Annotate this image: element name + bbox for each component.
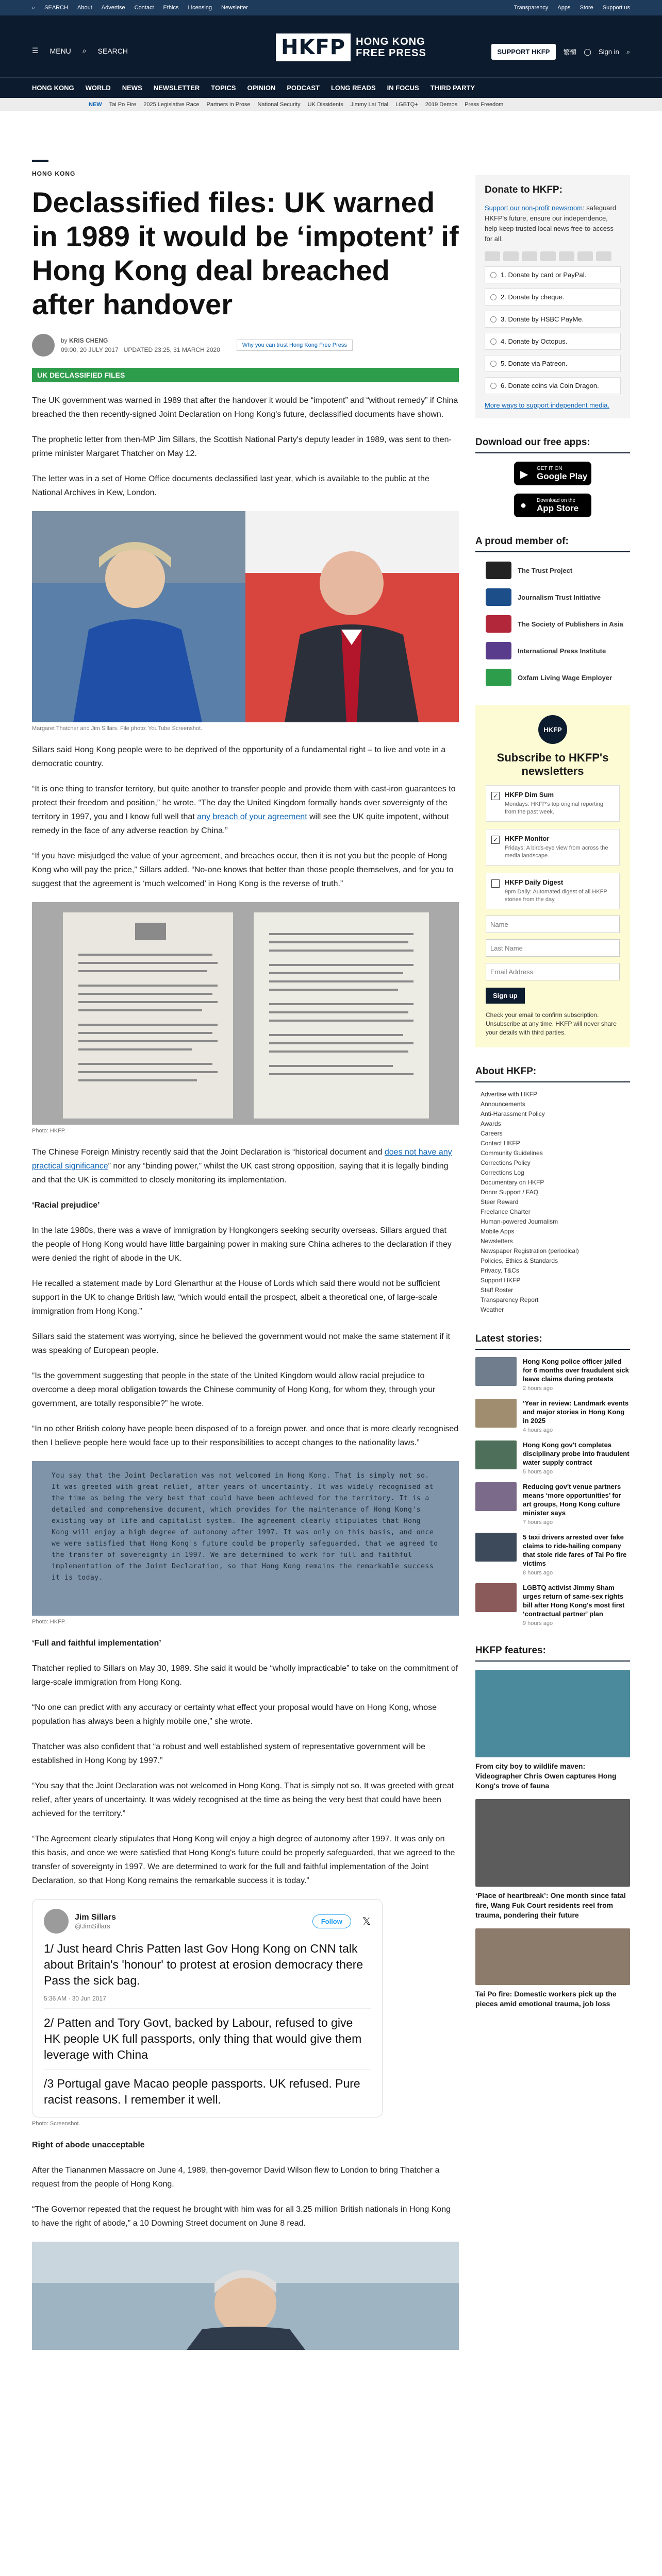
about-link[interactable]: Policies, Ethics & Standards: [481, 1257, 558, 1264]
photo-illustration: [32, 2242, 459, 2350]
trust-project-icon: [486, 562, 511, 579]
newsletter-desc: Fridays: A birds-eye view from across the media landscape.: [505, 845, 608, 859]
member-name: The Trust Project: [518, 566, 573, 574]
latest-story[interactable]: [475, 1357, 630, 1392]
ipi-icon: [486, 642, 511, 659]
paragraph: Thatcher replied to Sillars on May 30, 1989. She said it would be “wholly impracticable” to take on the commitment of large-scale immigration from Hong Kong.: [32, 1664, 458, 1687]
amex-icon: [522, 251, 537, 261]
member-logo[interactable]: [475, 615, 630, 633]
utility-link[interactable]: Newsletter: [221, 5, 248, 11]
about-link[interactable]: Support HKFP: [481, 1277, 521, 1284]
main-nav: [0, 77, 662, 98]
paragraph: Sillars said the statement was worrying, since he believed the government would not make the same statement if it was speaking of European people.: [32, 1332, 451, 1355]
search-button[interactable]: SEARCH: [97, 46, 128, 55]
newsletter-name: HKFP Daily Digest: [505, 878, 564, 886]
embedded-tweet[interactable]: [32, 1899, 383, 2117]
member-logo[interactable]: [475, 562, 630, 579]
story-title: Hong Kong police officer jailed for 6 months over fraudulent sick leave claims during protests: [523, 1358, 629, 1383]
tweet-avatar[interactable]: [44, 1909, 69, 1934]
about-title: About HKFP:: [475, 1066, 630, 1082]
signin-link[interactable]: Sign in: [598, 48, 619, 56]
unionpay-icon: [596, 251, 611, 261]
article-kicker[interactable]: HONG KONG: [32, 170, 76, 177]
about-link[interactable]: Contact HKFP: [481, 1140, 520, 1147]
story-thumbnail: [475, 1482, 517, 1511]
member-logo[interactable]: [475, 588, 630, 606]
tweet-header: [44, 1909, 371, 1934]
latest-story[interactable]: [475, 1482, 630, 1526]
trending-item[interactable]: 2025 Legislative Race: [143, 101, 200, 108]
paragraph: He recalled a statement made by Lord Glenarthur at the House of Lords which said there would not be sufficient support in the UK to change British law, “which would entail the prospect, albeit a theoretical one, of large-scale immigration from Hong Kong.”: [32, 1279, 440, 1316]
member-logo[interactable]: [475, 642, 630, 659]
checkbox[interactable]: ✓: [491, 792, 500, 800]
story-title: Hong Kong gov't completes disciplinary probe into fraudulent water supply contract: [523, 1441, 630, 1466]
paragraph: The UK government was warned in 1989 that after the handover it would be “impotent” and “without remedy” if China breached the then recently-signed Joint Declaration on Hong Kong's future, declassified documents have shown.: [32, 396, 458, 419]
utility-link[interactable]: Store: [580, 5, 593, 11]
author-name[interactable]: KRIS CHENG: [69, 337, 108, 344]
donate-lead-link[interactable]: Support our non-profit newsroom: [485, 204, 583, 212]
thatcher-sillars-photo: [32, 511, 459, 722]
story-time: 9 hours ago: [523, 1620, 553, 1626]
wilson-photo: [32, 2242, 459, 2350]
about-link[interactable]: Transparency Report: [481, 1296, 539, 1303]
radio-icon: [490, 294, 496, 300]
trending-item[interactable]: Partners in Prose: [206, 101, 251, 108]
member-name: Journalism Trust Initiative: [518, 593, 601, 601]
article: [32, 124, 459, 2350]
tweet-text: 1/ Just heard Chris Patten last Gov Hong Kong on CNN talk about Britain's 'honour' to protest at erosion democracy there Pass the sick bag.: [44, 1942, 363, 1987]
payment-methods: [485, 251, 621, 261]
paragraph: “If you have misjudged the value of your agreement, and breaches occur, then it is not you but the people of Hong Kong who will pay the price,” Sillars added. “No-one knows that better than those people themselves, and for you to suggest that the agreement is ‘much welcomed’ in Hong Kong is the reverse of truth.”: [32, 852, 454, 888]
latest-story[interactable]: [475, 1583, 630, 1626]
utility-link[interactable]: Support us: [602, 5, 630, 11]
utility-search[interactable]: SEARCH: [44, 5, 69, 11]
feature-story[interactable]: [475, 1928, 630, 2009]
feature-image: [475, 1799, 630, 1887]
newsletter-title: Subscribe to HKFP's newsletters: [496, 751, 609, 777]
trending-item[interactable]: LGBTQ+: [395, 101, 418, 108]
inline-link[interactable]: any breach of your agreement: [197, 812, 307, 821]
googlepay-icon: [577, 251, 593, 261]
logo-words: [356, 36, 426, 59]
latest-story[interactable]: [475, 1533, 630, 1576]
story-time: 8 hours ago: [523, 1570, 553, 1576]
text-run: : safeguard HKFP's future, ensure our independence, help keep trusted local news free-to-access for all.: [485, 204, 617, 243]
member-name: Oxfam Living Wage Employer: [518, 673, 613, 682]
about-link[interactable]: Announcements: [481, 1100, 525, 1108]
store-big: App Store: [537, 503, 579, 513]
about-link[interactable]: Staff Roster: [481, 1286, 514, 1294]
newsletter-option[interactable]: [486, 785, 620, 822]
story-time: 5 hours ago: [523, 1469, 553, 1475]
oxfam-icon: [486, 669, 511, 686]
language-toggle[interactable]: 繁體: [563, 48, 577, 56]
donate-title: Donate to HKFP:: [485, 184, 562, 195]
story-thumbnail: [475, 1357, 517, 1386]
article-title: Declassified files: UK warned in 1989 it would be ‘impotent’ if Hong Kong deal breached after handover: [32, 186, 459, 320]
donate-option[interactable]: [485, 266, 621, 283]
story-time: 4 hours ago: [523, 1427, 553, 1433]
paragraph: The letter was in a set of Home Office documents declassified last year, which is available to the public at the National Archives in Kew, London.: [32, 474, 429, 497]
tweet-author-handle[interactable]: @JimSillars: [75, 1922, 110, 1930]
paragraph: The prophetic letter from then-MP Jim Sillars, the Scottish National Party's deputy leader in 1989, was sent to then-prime minister Margaret Thatcher on May 12.: [32, 435, 452, 458]
kicker-rule: [32, 160, 48, 162]
about-link[interactable]: Steer Reward: [481, 1198, 519, 1206]
paragraph: After the Tiananmen Massacre on June 4, 1989, then-governor David Wilson flew to London to bring Thatcher a request from the people of Hong Kong.: [32, 2166, 440, 2189]
sidebar: [475, 175, 630, 2009]
member-logo[interactable]: [475, 669, 630, 686]
follow-button[interactable]: Follow: [312, 1914, 351, 1928]
about-link[interactable]: Freelance Charter: [481, 1208, 531, 1215]
donate-lead: [485, 203, 621, 244]
radio-icon: [490, 272, 496, 278]
tweet-text: 2/ Patten and Tory Govt, backed by Labour, refused to give HK people UK full passports, only thing that would give them leverage with China: [44, 2008, 371, 2063]
checkbox[interactable]: ✓: [491, 836, 500, 844]
donate-option[interactable]: [485, 377, 621, 394]
text-run: “It is one thing to transfer territory, but quite another to transfer people and provide them with cast-iron guarantees to protect their freedom and position,” he wrote. “The day the United Kingdom formally hands over sovereignty of the territory in 1997, you and I know full well that: [32, 785, 456, 821]
subheading: ‘Full and faithful implementation’: [32, 1639, 161, 1648]
utility-link[interactable]: Licensing: [188, 5, 212, 11]
name-field[interactable]: [486, 916, 620, 933]
feature-image: [475, 1928, 630, 1985]
mastercard-icon: [503, 251, 519, 261]
feature-title: From city boy to wildlife maven: Videographer Chris Owen captures Hong Kong's trove of fauna: [475, 1762, 617, 1790]
text-run: will see the UK quite impotent, without remedy in the face of any adverse reaction by China.”: [32, 812, 449, 835]
newsletter-name: HKFP Dim Sum: [505, 791, 554, 799]
feature-story[interactable]: [475, 1799, 630, 1920]
nav-item[interactable]: TOPICS: [211, 84, 236, 92]
store-small: GET IT ON: [537, 465, 562, 471]
apps-title: Download our free apps:: [475, 437, 630, 453]
text-run: The Chinese Foreign Ministry recently said that the Joint Declaration is “historical document and: [32, 1148, 385, 1157]
donate-box: [475, 175, 630, 418]
email-field[interactable]: [486, 963, 620, 980]
paypal-icon: [540, 251, 556, 261]
applepay-icon: [559, 251, 574, 261]
search-icon[interactable]: ⌕: [82, 46, 87, 55]
app-store-button[interactable]: [514, 494, 591, 517]
photo-caption: Photo: Screenshot.: [32, 2121, 80, 2127]
paragraph: “In no other British colony have people been disposed of to a foreign power, and once that is more clearly recognised then I believe people here would face up to their responsibilities to accept changes to the nationality laws.”: [32, 1425, 459, 1447]
about-link[interactable]: Advertise with HKFP: [481, 1091, 538, 1098]
newsletter-box: [475, 705, 630, 1047]
logo-mark: HKFP: [276, 33, 351, 61]
menu-icon[interactable]: ☰: [32, 46, 39, 55]
story-thumbnail: [475, 1583, 517, 1612]
latest-title: Latest stories:: [475, 1333, 630, 1350]
checkbox[interactable]: [491, 879, 500, 888]
trending-item[interactable]: National Security: [257, 101, 301, 108]
author-avatar: [32, 334, 55, 357]
last-name-field[interactable]: [486, 939, 620, 957]
about-link[interactable]: Community Guidelines: [481, 1149, 543, 1157]
feature-image: [475, 1670, 630, 1757]
signup-button[interactable]: Sign up: [486, 988, 525, 1004]
trending-bar: [0, 98, 662, 111]
typed-letter-photo: [32, 1461, 459, 1616]
photo-illustration: [32, 511, 459, 722]
features-title: HKFP features:: [475, 1645, 630, 1662]
tweet-time[interactable]: 5:36 AM · 30 Jun 2017: [44, 1995, 106, 2002]
paragraph: [32, 1145, 459, 1187]
story-thumbnail: [475, 1399, 517, 1428]
about-link[interactable]: Human-powered Journalism: [481, 1218, 558, 1225]
store-small: Download on the: [537, 497, 576, 503]
subheading: ‘Racial prejudice’: [32, 1201, 100, 1210]
about-link[interactable]: Anti-Harassment Policy: [481, 1110, 545, 1117]
donate-option-label: 1. Donate by card or PayPal.: [501, 271, 587, 279]
latest-story[interactable]: [475, 1440, 630, 1475]
member-name: The Society of Publishers in Asia: [518, 620, 623, 628]
search-icon[interactable]: ⌕: [32, 4, 36, 11]
text-run: ” nor any “binding power,” whilst the UK cast strong opposition, saying that it is legally binding and that the UK is committed to closely monitoring its implementation.: [32, 1162, 449, 1184]
nav-item[interactable]: IN FOCUS: [387, 84, 419, 92]
newsletter-option[interactable]: [486, 873, 620, 909]
paragraph: Thatcher was also confident that “a robust and well established system of representative government will be established in Hong Kong by 1997.”: [32, 1742, 426, 1765]
radio-icon: [490, 383, 496, 389]
about-link[interactable]: Privacy, T&Cs: [481, 1267, 519, 1274]
story-title: 5 taxi drivers arrested over fake claims to ride-hailing company that stole ride fares of Tai Po fire victims: [523, 1533, 627, 1567]
nav-item[interactable]: OPINION: [247, 84, 276, 92]
subheading: Right of abode unacceptable: [32, 2141, 145, 2149]
paragraph: “You say that the Joint Declaration was not welcomed in Hong Kong. That is simply not so. It was greeted with great relief, after years of uncertainty. It was widely recognised at the time as being the very best that could have been achieved for the territory.”: [32, 1782, 454, 1818]
sopa-icon: [486, 615, 511, 633]
newsletter-name: HKFP Monitor: [505, 835, 550, 842]
about-link[interactable]: Mobile Apps: [481, 1228, 515, 1235]
trust-link[interactable]: Why you can trust Hong Kong Free Press: [237, 340, 353, 351]
publish-date: 09:00, 20 JULY 2017: [61, 346, 119, 353]
nav-item[interactable]: WORLD: [85, 84, 111, 92]
tweet-author-name[interactable]: Jim Sillars: [75, 1912, 117, 1922]
about-link[interactable]: Corrections Log: [481, 1169, 524, 1176]
nav-item[interactable]: LONG READS: [330, 84, 376, 92]
donate-option-label: 5. Donate via Patreon.: [501, 360, 568, 367]
series-tag[interactable]: UK DECLASSIFIED FILES: [32, 368, 459, 382]
story-time: 7 hours ago: [523, 1519, 553, 1526]
about-link[interactable]: Newspaper Registration (periodical): [481, 1247, 579, 1255]
donate-option[interactable]: [485, 311, 621, 328]
trending-item[interactable]: Tai Po Fire: [109, 101, 137, 108]
site-logo[interactable]: [276, 33, 426, 61]
nav-item[interactable]: NEWSLETTER: [153, 84, 200, 92]
donate-option[interactable]: [485, 289, 621, 306]
feature-title: Tai Po fire: Domestic workers pick up the pieces amid emotional trauma, job loss: [475, 1990, 617, 2008]
documents-illustration: [32, 902, 459, 1125]
story-title: ‘Year in review: Landmark events and major stories in Hong Kong in 2025: [523, 1399, 629, 1425]
inline-link[interactable]: does not have any practical significance: [32, 1148, 452, 1171]
photo-caption: Photo: HKFP.: [32, 1128, 66, 1134]
store-big: Google Play: [537, 471, 588, 481]
nav-item[interactable]: THIRD PARTY: [430, 84, 475, 92]
about-link[interactable]: Donor Support / FAQ: [481, 1189, 539, 1196]
visa-icon: [485, 251, 500, 261]
utility-link[interactable]: Apps: [557, 5, 571, 11]
donate-option[interactable]: [485, 355, 621, 372]
x-logo-icon[interactable]: 𝕏: [362, 1916, 371, 1927]
nav-item[interactable]: HONG KONG: [32, 84, 74, 92]
radio-icon: [490, 361, 496, 367]
trending-item[interactable]: Jimmy Lai Trial: [350, 101, 389, 108]
about-link[interactable]: Awards: [481, 1120, 501, 1127]
user-icon[interactable]: ◯: [584, 47, 591, 56]
search-icon[interactable]: ⌕: [626, 47, 630, 56]
story-thumbnail: [475, 1533, 517, 1562]
paragraph: “The Governor repeated that the request he brought with him was for all 3.25 million British nationals in Hong Kong to have the right of abode,” a 10 Downing Street document on June 8 read.: [32, 2205, 451, 2228]
story-thumbnail: [475, 1440, 517, 1469]
feature-title: ‘Place of heartbreak’: One month since fatal fire, Wang Fuk Court residents reel from trauma, pondering their future: [475, 1891, 626, 1919]
newsletter-option[interactable]: [486, 829, 620, 866]
paragraph: “No one can predict with any accuracy or certainty what effect your proposal would have on Hong Kong, whose population has always been a highly mobile one,” she wrote.: [32, 1703, 437, 1726]
tweet-text: /3 Portugal gave Macao people passports. UK refused. Pure racist reasons. I remember it well.: [44, 2069, 371, 2108]
jti-icon: [486, 588, 511, 606]
logo-line: FREE PRESS: [356, 47, 426, 59]
about-link[interactable]: Newsletters: [481, 1238, 513, 1245]
support-button[interactable]: SUPPORT HKFP: [491, 44, 556, 60]
utility-link[interactable]: Ethics: [163, 5, 179, 11]
paragraph: “The Agreement clearly stipulates that Hong Kong will enjoy a high degree of autonomy after 1997. It was only on this basis, and once we were satisfied that Hong Kong's future could be properly safeguarded, that we agreed to the transfer of sovereignty in 1997. We are determined to work for the full and faithful implementation of the Joint Declaration, so that Hong Kong remains the remarkable success it is today.”: [32, 1835, 455, 1885]
typed-letter-text: You say that the Joint Declaration was not welcomed in Hong Kong. That is simply not so. It was greeted with great relief, after years of uncertainty. It was widely recognised at the time as being the very best that could have been achieved for the territory. It is a detailed and comprehensive document, which provides for the maintenance of Hong Kong's existing way of life and capitalist system. The agreement clearly stipulates that Hong Kong will enjoy a high degree of autonomy after 1997. It was only on this basis, and once we were satisfied that Hong Kong's future could be properly safeguarded, that we agreed to the transfer of sovereignty in 1997. We are determined to work for full and faithful implementation of the Joint Declaration, so that Hong Kong remains the remarkable success it is today.: [52, 1472, 438, 1582]
donate-option-label: 2. Donate by cheque.: [501, 293, 565, 301]
trending-item[interactable]: UK Dissidents: [307, 101, 343, 108]
member-name: International Press Institute: [518, 647, 606, 655]
trending-item[interactable]: 2019 Demos: [425, 101, 458, 108]
about-link[interactable]: Weather: [481, 1306, 504, 1313]
story-time: 2 hours ago: [523, 1385, 553, 1392]
paragraph: In the late 1980s, there was a wave of immigration by Hongkongers seeking security overseas. Sillars argued that the people of Hong Kong would have little bargaining power in making sure China adheres to the declaration if they were denied the right of abode in the UK.: [32, 1226, 452, 1263]
site-header: [0, 15, 662, 77]
donate-option[interactable]: [485, 333, 621, 350]
updated-date: UPDATED 23:25, 31 MARCH 2020: [123, 346, 220, 353]
radio-icon: [490, 316, 496, 323]
about-link[interactable]: Corrections Policy: [481, 1159, 531, 1166]
byline-text: by KRIS CHENG 09:00, 20 JULY 2017 UPDATED 23:25, 31 MARCH 2020: [61, 337, 220, 353]
about-list: [475, 1090, 630, 1315]
about-link[interactable]: Careers: [481, 1130, 503, 1137]
member-title: A proud member of:: [475, 536, 630, 552]
google-play-button[interactable]: [514, 462, 591, 485]
nav-item[interactable]: NEWS: [122, 84, 142, 92]
story-title: LGBTQ activist Jimmy Sham urges return of same-sex rights bill after Hong Kong's most first ‘contractual partner’ plan: [523, 1584, 625, 1618]
paragraph: “Is the government suggesting that people in the state of the United Kingdom would allow racial prejudice to overcome a deep moral obligation towards the Chinese community of Hong Kong, for whom they, through your government, are totally responsible?” he wrote.: [32, 1371, 436, 1408]
newsletter-desc: 9pm Daily: Automated digest of all HKFP stories from the day.: [505, 889, 607, 903]
logo-line: HONG KONG: [356, 36, 425, 47]
utility-link[interactable]: Contact: [134, 5, 154, 11]
hkfp-logo: HKFP: [538, 715, 567, 744]
newsletter-note: Check your email to confirm subscription. Unsubscribe at any time. HKFP will never share your details with third parties.: [486, 1011, 617, 1036]
trending-item[interactable]: Press Freedom: [465, 101, 504, 108]
story-title: Reducing gov't venue partners means ‘more opportunities’ for art groups, Hong Kong culture minister says: [523, 1483, 621, 1517]
nav-item[interactable]: PODCAST: [287, 84, 320, 92]
new-badge: NEW: [89, 101, 102, 108]
apple-icon: ●: [520, 500, 527, 511]
letter-documents-photo: [32, 902, 459, 1125]
paragraph: Sillars said Hong Kong people were to be deprived of the opportunity of a fundamental right – to live and vote in a democratic country.: [32, 745, 446, 768]
utility-link[interactable]: Advertise: [101, 5, 125, 11]
newsletter-desc: Mondays: HKFP's top original reporting from the past week.: [505, 801, 604, 815]
utility-link[interactable]: Transparency: [514, 5, 549, 11]
paragraph: [32, 782, 459, 838]
photo-caption: Photo: HKFP.: [32, 1619, 66, 1625]
donate-option-label: 4. Donate by Octopus.: [501, 337, 568, 345]
latest-story[interactable]: [475, 1399, 630, 1433]
utility-link[interactable]: About: [77, 5, 92, 11]
utility-bar: [0, 0, 662, 15]
menu-button[interactable]: MENU: [49, 46, 71, 55]
byline: [32, 334, 459, 357]
donate-more-link[interactable]: More ways to support independent media.: [485, 401, 610, 409]
donate-option-label: 3. Donate by HSBC PayMe.: [501, 315, 584, 323]
play-icon: ▶: [520, 469, 528, 480]
radio-icon: [490, 338, 496, 345]
donate-option-label: 6. Donate coins via Coin Dragon.: [501, 382, 599, 389]
photo-caption: Margaret Thatcher and Jim Sillars. File photo: YouTube Screenshot.: [32, 725, 203, 732]
feature-story[interactable]: [475, 1670, 630, 1791]
about-link[interactable]: Documentary on HKFP: [481, 1179, 544, 1186]
